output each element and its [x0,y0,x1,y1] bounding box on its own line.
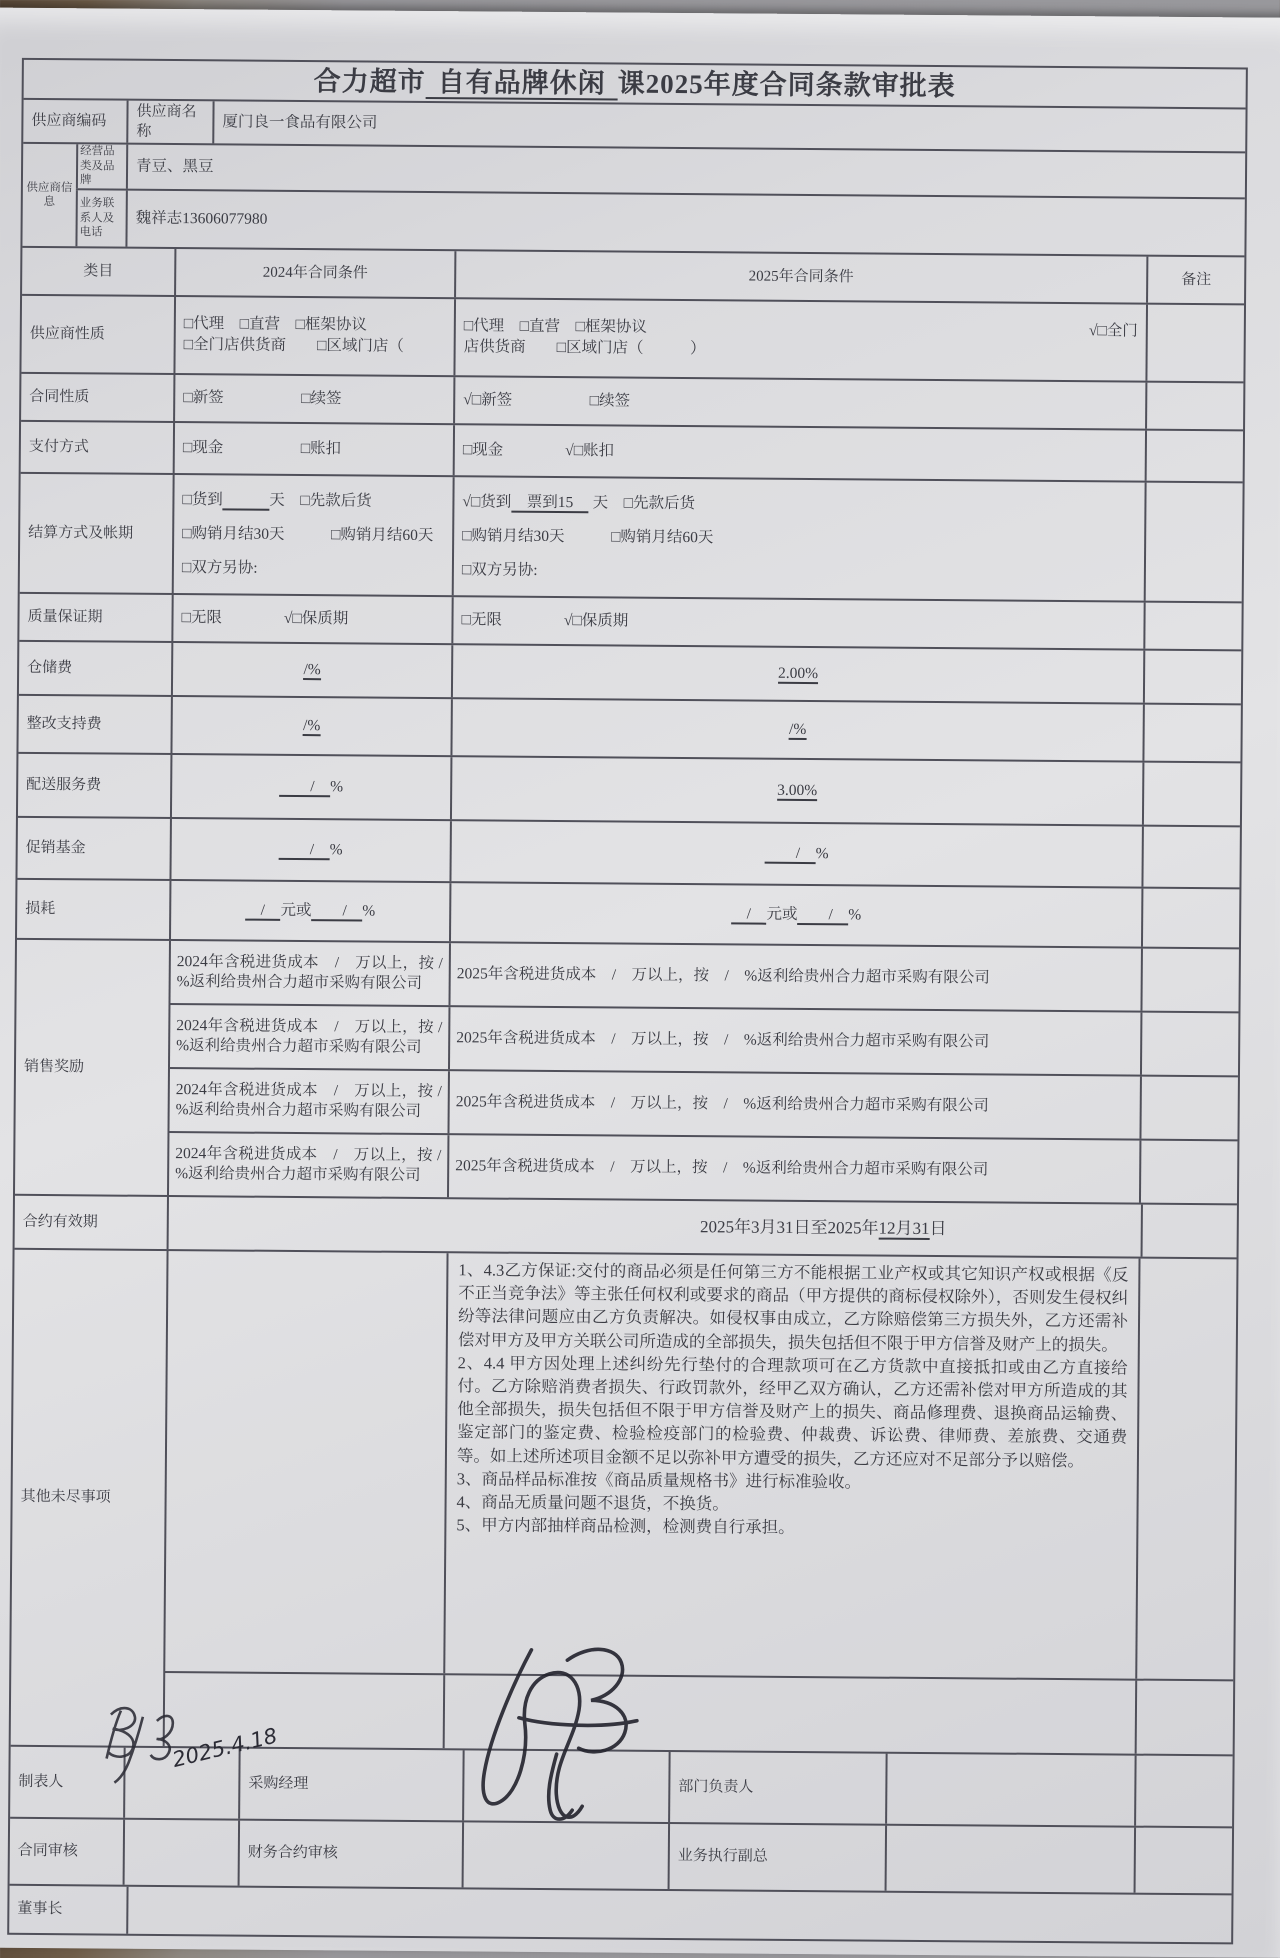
remark-cell [1140,1013,1238,1076]
row-label: 配送服务费 [26,776,102,794]
quality-2025-cell: □无限 √□保质期 [451,597,1143,648]
remark-cell [1145,431,1243,482]
rectify-2025-cell: /% [450,699,1142,760]
approval-form-table [7,58,1248,1945]
row-label: 合约有效期 [22,1213,98,1231]
remark-cell [1140,949,1238,1012]
row-label: 供应商性质 [29,325,105,343]
exec-signature-cell [885,1826,1135,1893]
category-label: 经营品类及品牌 [76,144,126,188]
header-2024: 2024年合同条件 [174,249,454,297]
contract-2024-cell: □新签 □续签 [173,375,453,423]
row-label: 其他未尽事项 [20,1489,111,1506]
storage-2025-cell: 2.00% [451,645,1143,702]
chairman-label: 董事长 [17,1901,63,1918]
reward-2025-cell: 2025年含税进货成本 / 万以上，按 / %返利给贵州合力超市采购有限公司 [448,1007,1140,1074]
row-label: 结算方式及帐期 [28,524,134,542]
delivery-2025-cell: 3.00% [450,757,1142,824]
contract-2025-cell: √□新签 □续签 [453,377,1145,428]
remark-cell [1135,1681,1234,1755]
other-empty-2025-cell [443,1675,1136,1753]
supplier-info-section [22,142,1245,256]
row-other-items [11,1248,1237,1755]
header-category: 类目 [83,263,114,280]
contact-label: 业务联系人及电话 [75,190,125,246]
row-delivery-fee [18,752,1240,826]
settlement-2024-cell: □货到 天 □先款后货 □购销月结30天 □购销月结60天 □双方另协: [172,475,453,595]
remark-cell [1134,1756,1233,1827]
supplier-name-label: 供应商名称 [126,101,212,144]
row-contract-review [10,1817,1232,1894]
row-loss [17,878,1239,948]
row-label: 质量保证期 [27,608,103,626]
columns-header-row [22,246,1244,304]
row-chairman [9,1884,1231,1943]
loss-2024-cell: / 元或 / % [169,881,449,941]
maker-signature-cell [123,1748,239,1819]
header-remark: 备注 [1146,257,1244,304]
other-2024-cell [163,1251,446,1673]
storage-2024-cell: /% [171,643,451,697]
row-sales-reward [15,938,1239,1204]
row-contract-nature [21,372,1243,430]
row-quality [19,592,1241,650]
paper-sheet [0,8,1280,1958]
row-payment [21,420,1243,482]
row-label: 仓储费 [27,659,73,677]
remark-cell [1145,305,1244,382]
maker-label: 制表人 [18,1773,64,1791]
nature-2025-cell: □代理 □直营 □框架协议 √□全门 店供货商 □区域门店（ ） [453,299,1146,380]
check-full-store: √□全门 [1088,322,1138,340]
contact-value: 魏祥志13606077980 [125,191,1244,256]
delivery-2024-cell: / % [170,755,450,819]
row-supplier-nature [21,294,1244,382]
row-validity [15,1194,1237,1258]
remark-cell [1144,483,1243,602]
reward-2024-cell: 2024年含税进货成本 / 万以上，按 / %返利给贵州合力超市采购有限公司 [169,941,449,1005]
supplier-name-value: 厦门良一食品有限公司 [212,101,1245,151]
loss-2025-cell: / 元或 / % [449,883,1141,946]
review-signature-cell [123,1820,239,1886]
reward-2024-cell: 2024年含税进货成本 / 万以上，按 / %返利给贵州合力超市采购有限公司 [167,1133,447,1197]
reward-2024-cell: 2024年含税进货成本 / 万以上，按 / %返利给贵州合力超市采购有限公司 [167,1069,447,1133]
other-empty-2024-cell [163,1673,444,1748]
remark-cell [1139,1077,1237,1140]
remark-cell [1142,705,1240,762]
row-promo-fund [17,816,1239,888]
settlement-2025-cell: √□货到 票到15 天 □先款后货 □购销月结30天 □购销月结60天 □双方另协: [452,477,1145,600]
row-label: 损耗 [25,900,56,917]
quality-2024-cell: □无限 √□保质期 [171,595,451,643]
row-rectify-fee [18,694,1240,762]
promo-2024-cell: / % [169,819,449,881]
remark-cell [1141,889,1239,948]
remark-cell [1141,1205,1237,1258]
finance-signature-cell [462,1822,669,1889]
reward-2025-cell: 2025年含税进货成本 / 万以上，按 / %返利给贵州合力超市采购有限公司 [447,1071,1139,1138]
row-form-maker [10,1745,1233,1827]
maker-signature-date: 2025.4.18 [170,1723,280,1772]
finance-review-label: 财务合约审核 [238,1821,463,1888]
remark-cell [1141,827,1239,888]
supplier-info-label: 供应商信息 [26,181,73,209]
remark-cell [1142,763,1240,826]
row-label: 合同性质 [29,388,90,406]
buyer-signature-cell [462,1750,669,1822]
remark-cell [1145,383,1243,430]
other-clauses-cell: 1、4.3乙方保证:交付的商品必须是任何第三方不能根据工业产权或其它知识产权或根据《反不正当竞争法》等主张任何权利或要求的商品（甲方提供的商标侵权除外），否则发生侵权纠纷等法律问题应由乙方负责解决。如侵权事由成立，乙方除赔偿第三方损失外，乙方还需补偿对甲方及甲方关联公司所造成的全部损失，损失包括但不限于甲方信誉及财产上的损失。 2、4.4 甲方因处理上述纠纷先行垫付的合理款项可在乙方货款中直接抵扣或由乙方直接给付。乙方除赔消费者损失、行政罚款外，经甲乙双方确认，乙方还需补偿对甲方所造成的其他全部损失，损失包括但不限于甲方信誉及财产上的损失、商品修理费、退换商品运输费、鉴定部门的鉴定费、检验检疫部门的检验费、仲裁费、诉讼费、律师费、差旅费、交通费等。如上述所述项目金额不足以弥补甲方遭受的损失，乙方还应对不足部分予以赔偿。 3、商品样品标准按《商品质量规格书》进行标准验收。 4、商品无质量问题不退货，不换货。 5、甲方内部抽样商品检测，检测费自行承担。 [443,1253,1138,1678]
chairman-signature-cell [126,1887,1231,1943]
payment-2025-cell: □现金 √□账扣 [453,425,1145,480]
remark-cell [1139,1141,1237,1204]
row-label: 促销基金 [25,839,86,857]
dept-head-signature-cell [885,1754,1135,1826]
dept-head-label: 部门负责人 [668,1752,886,1824]
row-label: 销售奖励 [23,1058,85,1076]
header-2025: 2025年合同条件 [454,251,1146,302]
remark-cell [1143,603,1241,650]
remark-cell [1143,651,1241,704]
reward-2025-cell: 2025年含税进货成本 / 万以上，按 / %返利给贵州合力超市采购有限公司 [448,943,1140,1010]
reward-2025-cell: 2025年含税进货成本 / 万以上，按 / %返利给贵州合力超市采购有限公司 [447,1135,1139,1202]
supplier-code-label: 供应商编码 [31,112,107,130]
row-label: 整改支持费 [26,715,102,733]
nature-2024-cell: □代理 □直营 □框架协议 □全门店供货商 □区域门店（ [173,297,454,375]
row-label: 支付方式 [28,438,89,456]
buyer-label: 采购经理 [238,1749,463,1821]
rectify-2024-cell: /% [170,697,450,755]
promo-2025-cell: / % [449,821,1141,886]
validity-value-cell: 2025年3月31日至2025年12月31日 [167,1197,1141,1257]
reward-2024-cell: 2024年含税进货成本 / 万以上，按 / %返利给贵州合力超市采购有限公司 [168,1005,448,1069]
remark-cell [1134,1828,1233,1894]
category-value: 青豆、黑豆 [126,145,1245,198]
payment-2024-cell: □现金 □账扣 [173,423,453,475]
row-storage-fee [19,640,1241,704]
page-title: 合力超市 自有品牌休闲 课2025年度合同条款审批表 [313,66,956,102]
review-label: 合同审核 [17,1843,78,1860]
exec-vp-label: 业务执行副总 [668,1824,886,1891]
remark-cell [1135,1259,1236,1680]
row-settlement [20,472,1243,602]
